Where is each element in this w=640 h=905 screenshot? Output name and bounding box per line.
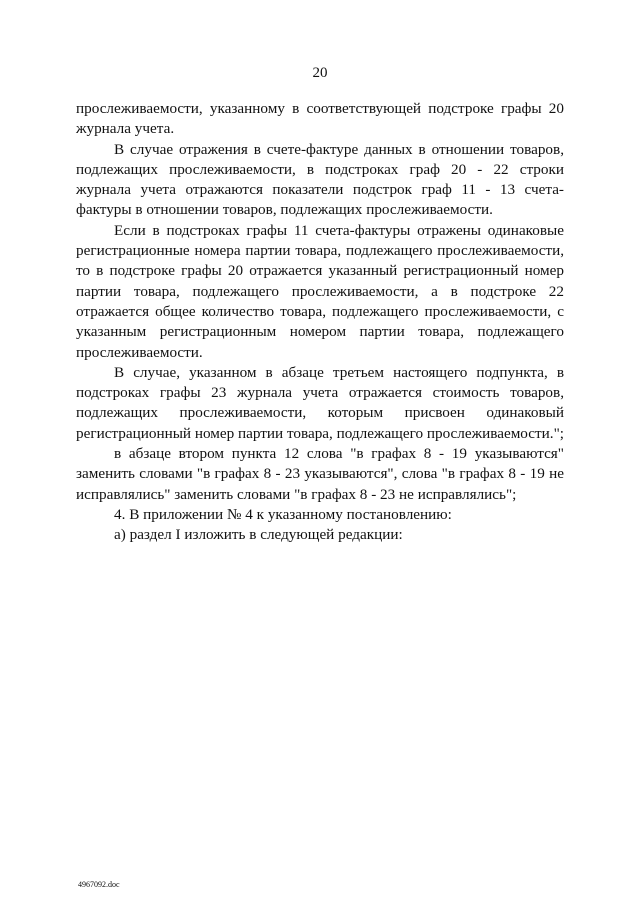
paragraph: прослеживаемости, указанному в соответствующей подстроке графы 20 журнала учета.: [76, 100, 564, 138]
paragraph: В случае, указанном в абзаце третьем настоящего подпункта, в подстроках графы 23 журнала учета отражается стоимость товаров, подлежащих прослеживаемости, которым присвоен одинаковый регистрационный номер партии товара, подлежащего прослеживаемости.";: [76, 363, 564, 442]
paragraph: а) раздел I изложить в следующей редакции:: [114, 526, 403, 544]
footer-filename: 4967092.doc: [78, 880, 120, 889]
paragraph: 4. В приложении № 4 к указанному постановлению:: [114, 505, 452, 523]
page-number: 20: [312, 65, 328, 81]
document-body: [76, 99, 564, 546]
paragraph: в абзаце втором пункта 12 слова "в графах 8 - 19 указываются" заменить словами "в графах 8 - 23 указываются", слова "в графах 8 - 19 не исправлялись" заменить словами "в графах 8 - 23 не исправлялись";: [76, 445, 564, 503]
paragraph: Если в подстроках графы 11 счета-фактуры отражены одинаковые регистрационные номера партии товара, подлежащего прослеживаемости, то в подстроке графы 20 отражается указанный регистрационный номер партии товара, подлежащего прослеживаемости, а в подстроке 22 отражается общее количество товара, подлежащего прослеживаемости, с указанным регистрационным номером партии товара, подлежащего прослеживаемости.: [76, 221, 564, 361]
paragraph: В случае отражения в счете-фактуре данных в отношении товаров, подлежащих прослеживаемости, в подстроках граф 20 - 22 строки журнала учета отражаются показатели подстрок граф 11 - 13 счета-фактуры в отношении товаров, подлежащих прослеживаемости.: [76, 140, 564, 219]
